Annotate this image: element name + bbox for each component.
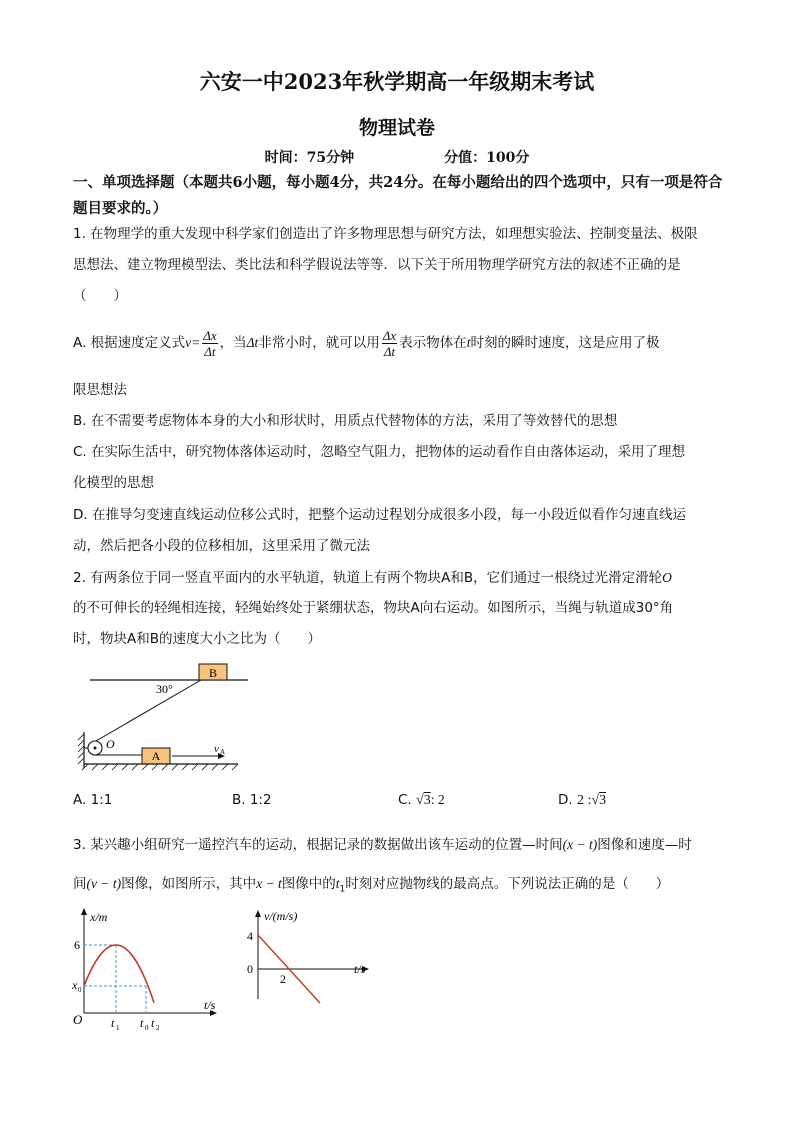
q2-option-b: B. 1:2: [232, 792, 272, 808]
pulley-figure: [68, 660, 248, 775]
wall-hatch: [78, 734, 84, 764]
q2-option-c: C. √3: 2: [398, 792, 445, 808]
block-a-label: A: [151, 749, 161, 763]
velocity-label: v: [214, 743, 219, 755]
q3-stem-line2: 间(v − t)图像，如图所示，其中x − t图像中的$t_1$时刻对应抛物线的最高点。下列说法正确的是（ ）: [73, 876, 670, 895]
q2-option-a: A. 1:1: [73, 792, 113, 808]
rope-upper: [96, 680, 201, 741]
q1-option-b: B. 在不需要考虑物体本身的大小和形状时，用质点代替物体的方法，采用了等效替代的思想: [73, 413, 618, 429]
subject-title: 物理试卷: [358, 117, 435, 139]
svg-text:0: 0: [78, 986, 82, 994]
pulley-label: O: [106, 737, 115, 751]
xt-tick-6: 6: [74, 938, 80, 952]
exam-meta: [0, 147, 794, 167]
section-heading: 一、单项选择题（本题共6小题，每小题4分，共24分。在每小题给出的四个选项中，只有一项是符合题目要求的。）: [73, 174, 723, 217]
vt-tick-4: 4: [247, 929, 253, 943]
angle-label: 30°: [156, 682, 173, 696]
xt-tick-t0: t: [140, 1016, 144, 1030]
q1-option-c-line2: 化模型的思想: [73, 475, 154, 491]
q2-option-d: D. 2 :√3: [558, 792, 607, 808]
velocity-fraction: $\frac{\Delta x}{\Delta t}$: [203, 327, 217, 359]
q2-stem-line3: 时，物块A和B的速度大小之比为（ ）: [73, 631, 321, 647]
q1-stem-line3: （ ）: [73, 288, 127, 304]
vt-x-label: t/s: [354, 962, 366, 976]
xt-tick-t2: t: [151, 1016, 155, 1030]
svg-text:2: 2: [156, 1024, 160, 1030]
xt-parabola: [84, 945, 154, 1003]
q1-stem-line2: 思想法、建立物理模型法、类比法和科学假说法等等．以下关于所用物理学研究方法的叙述不正确的是: [73, 257, 681, 273]
q1-option-d-line2: 动，然后把各小段的位移相加，这里采用了微元法: [73, 538, 370, 554]
pulley-axle: [94, 747, 97, 750]
svg-text:1: 1: [116, 1024, 120, 1030]
xt-y-label: x/m: [90, 910, 108, 924]
velocity-label-sub: A: [220, 748, 226, 756]
block-b-label: B: [208, 666, 218, 680]
q2-stem-line2: 的不可伸长的轻绳相连接，轻绳始终处于紧绷状态，物块A向右运动。如图所示，当绳与轨道成30°角: [73, 600, 674, 616]
q1-option-d-line1: D. 在推导匀变速直线运动位移公式时，把整个运动过程划分成很多小段，每一小段近似看作匀速直线运: [73, 507, 686, 523]
q2-stem-line1: 2. 有两条位于同一竖直平面内的水平轨道，轨道上有两个物块A和B，它们通过一根绕过光滑定滑轮O: [73, 570, 672, 586]
xt-graph: [70, 905, 230, 1030]
xt-tick-t1: t: [111, 1016, 115, 1030]
exam-score: 分值：100分: [444, 150, 530, 166]
q1-option-c-line1: C. 在实际生活中，研究物体落体运动时，忽略空气阻力，把物体的运动看作自由落体运动，采用了理想: [73, 444, 686, 460]
xt-x-label: t/s: [204, 998, 216, 1012]
vt-y-label: v/(m/s): [264, 909, 298, 923]
xt-tick-x0: x: [72, 978, 78, 992]
q1-option-a: A. 根据速度定义式v= $\frac{\Delta x}{\Delta t}$ ，当Δt非常小时，就可以用 $\frac{\Delta x}{\Delta t}$ 表示物体在t时刻的瞬时速度，这是应用了极: [73, 327, 660, 359]
vt-tick-2: 2: [280, 972, 286, 986]
q1-stem-line1: 1. 在物理学的重大发现中科学家们创造出了许多物理思想与研究方法，如理想实验法、控制变量法、极限: [73, 226, 698, 242]
q3-stem-line1: 3. 某兴趣小组研究一遥控汽车的运动，根据记录的数据做出该车运动的位置—时间(x − t)图像和速度—时: [73, 837, 692, 853]
velocity-fraction-2: $\frac{\Delta x}{\Delta t}$: [382, 327, 397, 359]
svg-text:0: 0: [145, 1024, 149, 1030]
xt-origin: O: [73, 1012, 83, 1027]
exam-time: 时间：75分钟: [264, 150, 355, 166]
ground-hatch: [82, 764, 238, 770]
vt-graph: [240, 905, 380, 1005]
q1-option-a-line2: 限思想法: [73, 382, 127, 398]
vt-tick-0: 0: [247, 962, 253, 976]
exam-title: 六安一中2023年秋学期高一年级期末考试: [199, 69, 595, 94]
